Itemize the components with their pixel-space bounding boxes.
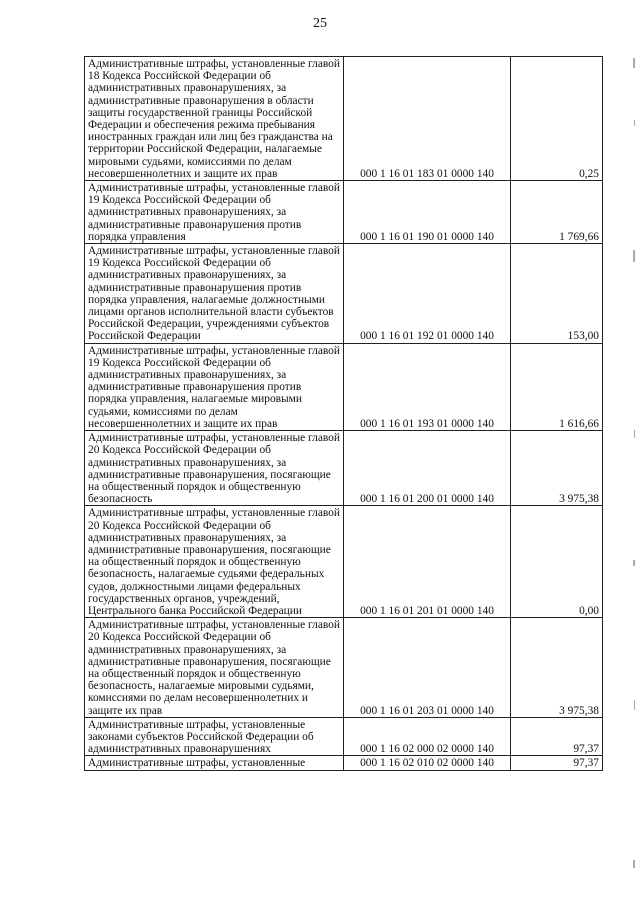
- row-name-cell: Административные штрафы, установленные главой 20 Кодекса Российской Федерации об административных правонарушениях, за административные правонарушения, посягающие на общественный порядок и общественную безопасность: [85, 431, 344, 506]
- table-row: [85, 181, 603, 244]
- row-name-cell: Административные штрафы, установленные законами субъектов Российской Федерации об административных правонарушениях: [85, 717, 344, 756]
- row-amount-cell: 1 616,66: [511, 343, 603, 430]
- row-code-cell: 000 1 16 01 201 01 0000 140: [344, 506, 511, 618]
- scan-artifact: [633, 250, 635, 262]
- row-amount-cell: 97,37: [511, 756, 603, 770]
- row-code-cell: 000 1 16 01 193 01 0000 140: [344, 343, 511, 430]
- scan-artifact: [633, 560, 635, 566]
- row-code-cell: 000 1 16 01 190 01 0000 140: [344, 181, 511, 244]
- row-code-cell: 000 1 16 01 192 01 0000 140: [344, 244, 511, 344]
- row-name-cell: Административные штрафы, установленные главой 18 Кодекса Российской Федерации об административных правонарушениях, за административные правонарушения в области защиты государственной границы Российской Федерации и обеспечения режима пребывания иностранных граждан или лиц без гражданства на территории Российской Федерации, налагаемые мировыми судьями, комиссиями по делам несовершеннолетних и защите их прав: [85, 57, 344, 181]
- table-row: [85, 756, 603, 770]
- row-code-cell: 000 1 16 01 203 01 0000 140: [344, 618, 511, 718]
- row-amount-cell: 3 975,38: [511, 618, 603, 718]
- row-name-cell: Административные штрафы, установленные главой 19 Кодекса Российской Федерации об административных правонарушениях, за административные правонарушения против порядка управления, налагаемые должностными лицами органов исполнительной власти субъектов Российской Федерации, учреждениями субъектов Российской Федерации: [85, 244, 344, 344]
- row-amount-cell: 3 975,38: [511, 431, 603, 506]
- scan-artifact: [633, 860, 635, 868]
- table-row: [85, 57, 603, 181]
- row-amount-cell: 0,00: [511, 506, 603, 618]
- row-amount-cell: 0,25: [511, 57, 603, 181]
- row-name-cell: Административные штрафы, установленные: [85, 756, 344, 770]
- table-row: [85, 506, 603, 618]
- row-name-cell: Административные штрафы, установленные главой 20 Кодекса Российской Федерации об административных правонарушениях, за административные правонарушения, посягающие на общественный порядок и общественную безопасность, налагаемые судьями федеральных судов, должностными лицами федеральных государственных органов, учреждений, Центрального банка Российской Федерации: [85, 506, 344, 618]
- row-amount-cell: 97,37: [511, 717, 603, 756]
- revenue-table: [84, 56, 603, 771]
- page-number: 25: [313, 16, 327, 31]
- scan-artifact: [634, 430, 635, 438]
- row-amount-cell: 153,00: [511, 244, 603, 344]
- row-code-cell: 000 1 16 02 000 02 0000 140: [344, 717, 511, 756]
- table-row: [85, 717, 603, 756]
- table-row: [85, 618, 603, 718]
- row-code-cell: 000 1 16 01 183 01 0000 140: [344, 57, 511, 181]
- scan-artifact: [634, 120, 635, 126]
- row-name-cell: Административные штрафы, установленные главой 19 Кодекса Российской Федерации об административных правонарушениях, за административные правонарушения против порядка управления, налагаемые мировыми судьями, комиссиями по делам несовершеннолетних и защите их прав: [85, 343, 344, 430]
- row-name-cell: Административные штрафы, установленные главой 20 Кодекса Российской Федерации об административных правонарушениях, за административные правонарушения, посягающие на общественный порядок и общественную безопасность, налагаемые мировыми судьями, комиссиями по делам несовершеннолетних и защите их прав: [85, 618, 344, 718]
- scan-artifact: [633, 58, 635, 68]
- table-row: [85, 244, 603, 344]
- row-amount-cell: 1 769,66: [511, 181, 603, 244]
- scan-artifact: [634, 700, 635, 710]
- row-code-cell: 000 1 16 02 010 02 0000 140: [344, 756, 511, 770]
- table-row: [85, 431, 603, 506]
- row-name-cell: Административные штрафы, установленные главой 19 Кодекса Российской Федерации об административных правонарушениях, за административные правонарушения против порядка управления: [85, 181, 344, 244]
- row-code-cell: 000 1 16 01 200 01 0000 140: [344, 431, 511, 506]
- table-row: [85, 343, 603, 430]
